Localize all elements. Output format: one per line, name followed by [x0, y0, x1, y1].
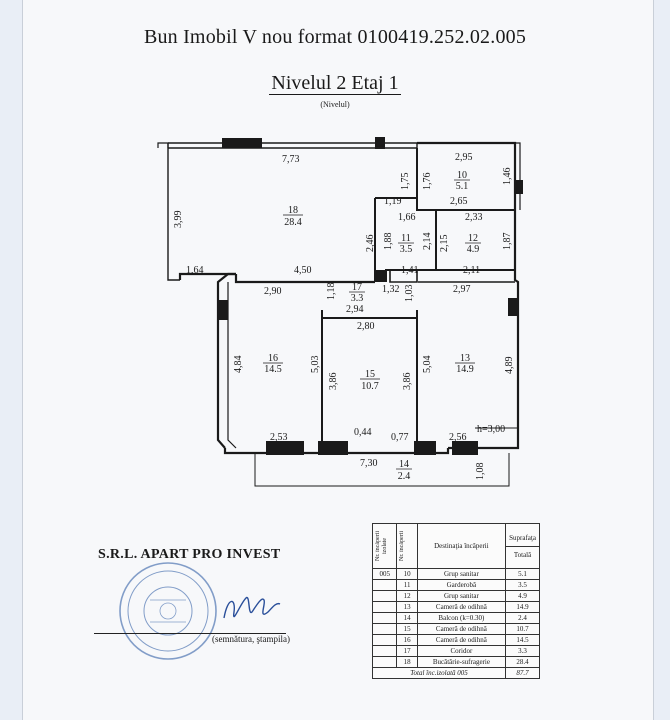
row-area: 4.9	[506, 591, 540, 602]
row-room-no: 16	[397, 635, 417, 646]
room-10-area: 5.1	[455, 181, 469, 192]
table-row	[373, 602, 540, 613]
header-destination: Destinaţia încăperii	[417, 524, 505, 569]
row-destination: Coridor	[417, 646, 505, 657]
table-row	[373, 569, 540, 580]
table-row	[373, 624, 540, 635]
dim-386-right: 3,86	[402, 372, 413, 390]
total-value: 87.7	[506, 668, 540, 679]
row-isolated-no	[373, 602, 397, 613]
dim-132: 1,32	[382, 284, 400, 295]
document-title: Bun Imobil V nou format 0100419.252.02.005	[143, 26, 527, 48]
signature-caption: (semnătura, ştampila)	[212, 634, 290, 644]
row-destination: Garderobă	[417, 580, 505, 591]
table-row	[373, 657, 540, 668]
dim-773: 7,73	[282, 154, 300, 165]
dim-118: 1,18	[326, 282, 337, 300]
row-room-no: 10	[397, 569, 417, 580]
dim-119: 1,19	[384, 196, 402, 207]
table-row	[373, 591, 540, 602]
row-area: 28.4	[506, 657, 540, 668]
room-18-number: 18	[288, 205, 298, 216]
signature	[224, 598, 280, 618]
room-11-area: 3.5	[399, 244, 413, 255]
dim-246: 2,46	[365, 234, 376, 252]
row-isolated-no	[373, 657, 397, 668]
header-area-top: Suprafaţa	[509, 533, 536, 542]
level-caption: (Nivelul)	[320, 100, 350, 109]
row-destination: Grup sanitar	[417, 569, 505, 580]
row-isolated-no	[373, 591, 397, 602]
dim-256: 2,56	[449, 432, 467, 443]
header-area	[506, 524, 540, 569]
row-isolated-no	[373, 646, 397, 657]
dim-489: 4,89	[504, 356, 515, 374]
total-label: Total înc.izolată 005	[373, 668, 506, 679]
header-area-bottom: Totală	[506, 546, 539, 559]
row-room-no: 11	[397, 580, 417, 591]
room-17-number: 17	[352, 282, 362, 293]
dim-214: 2,14	[422, 232, 433, 250]
dim-730: 7,30	[360, 458, 378, 469]
header-room-no: Nr. încăperii	[397, 524, 417, 569]
row-room-no: 12	[397, 591, 417, 602]
header-isolated-no: Nr. încăperii izolate	[373, 524, 397, 569]
row-destination: Bucătărie-sufragerie	[417, 657, 505, 668]
row-isolated-no	[373, 635, 397, 646]
row-room-no: 13	[397, 602, 417, 613]
room-13-area: 14.9	[456, 364, 474, 375]
room-13-number: 13	[460, 353, 470, 364]
dim-265: 2,65	[450, 196, 468, 207]
rooms-table	[372, 523, 540, 679]
dim-108: 1,08	[475, 462, 486, 480]
row-isolated-no	[373, 580, 397, 591]
dim-044: 0,44	[354, 427, 372, 438]
room-11-number: 11	[401, 233, 411, 244]
row-room-no: 15	[397, 624, 417, 635]
table-row	[373, 613, 540, 624]
dim-146: 1,46	[502, 167, 513, 185]
row-room-no: 17	[397, 646, 417, 657]
dim-386-left: 3,86	[328, 372, 339, 390]
dim-077: 0,77	[391, 432, 409, 443]
row-area: 3.3	[506, 646, 540, 657]
dim-450: 4,50	[294, 265, 312, 276]
dim-103: 1,03	[404, 284, 415, 302]
dim-503: 5,03	[310, 355, 321, 373]
dim-187: 1,87	[502, 232, 513, 250]
dim-215: 2,15	[439, 234, 450, 252]
dim-504: 5,04	[422, 355, 433, 373]
dim-484: 4,84	[233, 355, 244, 373]
row-area: 2.4	[506, 613, 540, 624]
room-12-number: 12	[468, 233, 478, 244]
level-title-text: Nivelul 2 Etaj 1	[271, 72, 399, 94]
dim-253: 2,53	[270, 432, 288, 443]
room-15-number: 15	[365, 369, 375, 380]
company-stamp	[120, 563, 216, 659]
room-16-area: 14.5	[264, 364, 282, 375]
dim-211: 2,11	[463, 265, 481, 276]
dim-176: 1,76	[422, 172, 433, 190]
room-16-number: 16	[268, 353, 278, 364]
balcony-outline	[255, 453, 509, 486]
dim-188: 1,88	[383, 232, 394, 250]
row-destination: Grup sanitar	[417, 591, 505, 602]
room-12-area: 4.9	[466, 244, 480, 255]
company-name: S.R.L. APART PRO INVEST	[98, 547, 281, 562]
table-total-row	[373, 668, 540, 679]
table-header-row	[373, 524, 540, 569]
room-17-area: 3.3	[350, 293, 364, 304]
room-15-area: 10.7	[361, 381, 379, 392]
dim-164: 1,64	[186, 265, 204, 276]
table-row	[373, 580, 540, 591]
dim-233: 2,33	[465, 212, 483, 223]
dim-399: 3,99	[173, 210, 184, 228]
row-destination: Balcon (k=0.30)	[417, 613, 505, 624]
row-destination: Cameră de odihnă	[417, 602, 505, 613]
room-14-number: 14	[399, 459, 409, 470]
dim-175: 1,75	[400, 172, 411, 190]
row-area: 14.5	[506, 635, 540, 646]
row-room-no: 18	[397, 657, 417, 668]
row-isolated-no	[373, 624, 397, 635]
dim-280: 2,80	[357, 321, 375, 332]
dim-294: 2,94	[346, 304, 364, 315]
row-isolated-no: 005	[373, 569, 397, 580]
row-room-no: 14	[397, 613, 417, 624]
dim-166: 1,66	[398, 212, 416, 223]
dim-295: 2,95	[455, 152, 473, 163]
table-body	[373, 569, 540, 679]
table-row	[373, 635, 540, 646]
row-isolated-no	[373, 613, 397, 624]
room-18-area: 28.4	[284, 217, 302, 228]
table-row	[373, 646, 540, 657]
row-area: 14.9	[506, 602, 540, 613]
row-area: 5.1	[506, 569, 540, 580]
dim-290: 2,90	[264, 286, 282, 297]
height-label: h=3,00	[477, 424, 506, 435]
room-14-area: 2.4	[397, 471, 411, 482]
row-destination: Cameră de odihnă	[417, 624, 505, 635]
dim-297: 2,97	[453, 284, 471, 295]
dim-141: 1,41	[401, 265, 419, 276]
row-area: 10.7	[506, 624, 540, 635]
row-destination: Cameră de odihnă	[417, 635, 505, 646]
room-10-number: 10	[457, 170, 467, 181]
row-area: 3.5	[506, 580, 540, 591]
